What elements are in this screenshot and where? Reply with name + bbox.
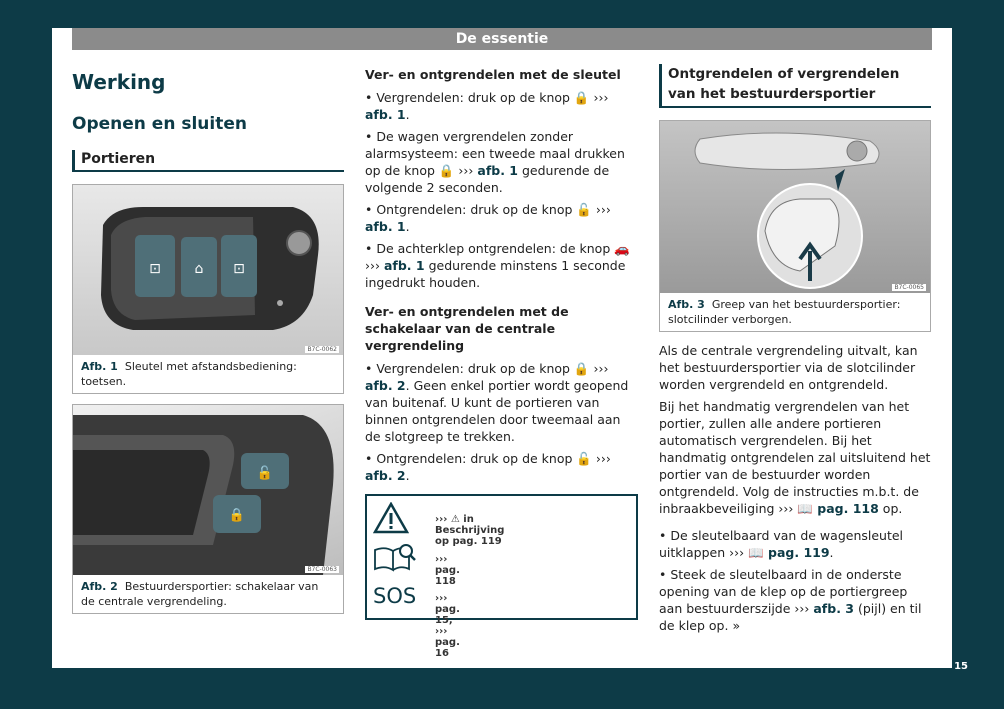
warning-icon xyxy=(373,502,409,534)
list-item: • Ontgrendelen: druk op de knop 🔓 ››› afb. 1. xyxy=(365,202,611,234)
figure-code: B7C-0063 xyxy=(307,566,337,573)
key-lock-heading: Ver- en ontgrendelen met de sleutel xyxy=(365,67,621,82)
list-item: • Vergrendelen: druk op de knop 🔒 ››› afb. 2. Geen enkel portier wordt geopend van buitenaf. U kunt de portieren van binnen ontgrendelen door tweemaal aan de slotgreep te trekken. xyxy=(365,361,629,444)
figure-label: Afb. 2 xyxy=(81,580,118,593)
page-number: 15 xyxy=(954,661,968,672)
figure-3-caption xyxy=(660,293,930,331)
warning-ref: ››› ⚠ in Beschrijving op pag. 119 xyxy=(435,514,505,547)
svg-text:⊡: ⊡ xyxy=(149,261,161,277)
paragraph: Bij het handmatig vergrendelen van het portier, zullen alle andere portieren automatisch vergrendelen. Bij het handmatig ontgrendelen zal uitsluitend het portier van de bestuurder worden ontgrendeld. Volg de instructies m.b.t. de inbraakbeveiliging ››› 📖 pag. 118 op. xyxy=(659,399,931,516)
section-header: De essentie xyxy=(72,28,932,50)
book-ref: ››› pag. 118 xyxy=(435,554,460,587)
column-2 xyxy=(365,66,638,659)
key-fob-drawing xyxy=(73,185,343,355)
door-switch-image xyxy=(73,405,343,575)
caption-text: Greep van het bestuurdersportier: slotcilinder verborgen. xyxy=(668,298,901,326)
warning-row xyxy=(373,502,505,547)
svg-text:⊡: ⊡ xyxy=(233,261,245,277)
door-handle-drawing xyxy=(660,121,930,293)
list-item: • De achterklep ontgrendelen: de knop 🚗 ››› afb. 1 gedurende minstens 1 seconde ingedrukt houden. xyxy=(365,241,630,290)
figure-code: B7C-0062 xyxy=(307,346,337,353)
subsection-title: Portieren xyxy=(72,150,344,172)
figure-1-caption xyxy=(73,355,343,393)
page-title: Werking xyxy=(72,70,166,94)
book-magnifier-icon xyxy=(373,542,417,572)
column-3 xyxy=(659,64,931,639)
column-1 xyxy=(72,64,344,624)
door-handle-image xyxy=(660,121,930,293)
sos-ref: ››› pag. 15, ››› pag. 16 xyxy=(435,593,460,659)
book-row xyxy=(373,542,460,587)
switch-lock-list xyxy=(365,360,638,484)
key-fob-image xyxy=(73,185,343,355)
door-switch-drawing xyxy=(73,405,343,575)
figure-1 xyxy=(72,184,344,394)
figure-2-caption xyxy=(73,575,343,613)
list-item: • Ontgrendelen: druk op de knop 🔓 ››› afb. 2. xyxy=(365,451,611,483)
figure-3 xyxy=(659,120,931,332)
list-item: • Vergrendelen: druk op de knop 🔒 ››› afb. 1. xyxy=(365,90,609,122)
sos-row xyxy=(373,584,460,659)
svg-text:⌂: ⌂ xyxy=(194,261,204,277)
list-item: • De sleutelbaard van de wagensleutel uitklappen ››› 📖 pag. 119. xyxy=(659,528,904,560)
svg-text:🔓: 🔓 xyxy=(256,466,274,481)
sos-icon: SOS xyxy=(373,584,417,608)
caption-text: Bestuurdersportier: schakelaar van de centrale vergrendeling. xyxy=(81,580,319,608)
switch-lock-heading: Ver- en ontgrendelen met de schakelaar van de centrale vergrendeling xyxy=(365,304,569,353)
figure-code: B7C-0065 xyxy=(894,284,924,291)
page xyxy=(52,28,952,668)
figure-label: Afb. 1 xyxy=(81,360,118,373)
section-title: Openen en sluiten xyxy=(72,114,247,134)
figure-2 xyxy=(72,404,344,614)
paragraph: Als de centrale vergrendeling uitvalt, kan het bestuurdersportier via de slotcilinder worden vergrendeld en ontgrendeld. xyxy=(659,343,918,392)
list-item: • Steek de sleutelbaard in de onderste opening van de klep op de portiergreep aan bestuurderszijde ››› afb. 3 (pijl) en til de klep op. » xyxy=(659,567,922,633)
svg-text:🔒: 🔒 xyxy=(228,508,246,523)
door-lock-heading: Ontgrendelen of vergrendelen van het bestuurdersportier xyxy=(659,64,931,108)
caption-text: Sleutel met afstandsbediening: toetsen. xyxy=(81,360,297,388)
reference-box xyxy=(365,494,638,659)
key-lock-list xyxy=(365,89,638,291)
list-item: • De wagen vergrendelen zonder alarmsysteem: een tweede maal drukken op de knop 🔒 ››› afb. 1 gedurende de volgende 2 seconden. xyxy=(365,129,625,195)
figure-label: Afb. 3 xyxy=(668,298,705,311)
